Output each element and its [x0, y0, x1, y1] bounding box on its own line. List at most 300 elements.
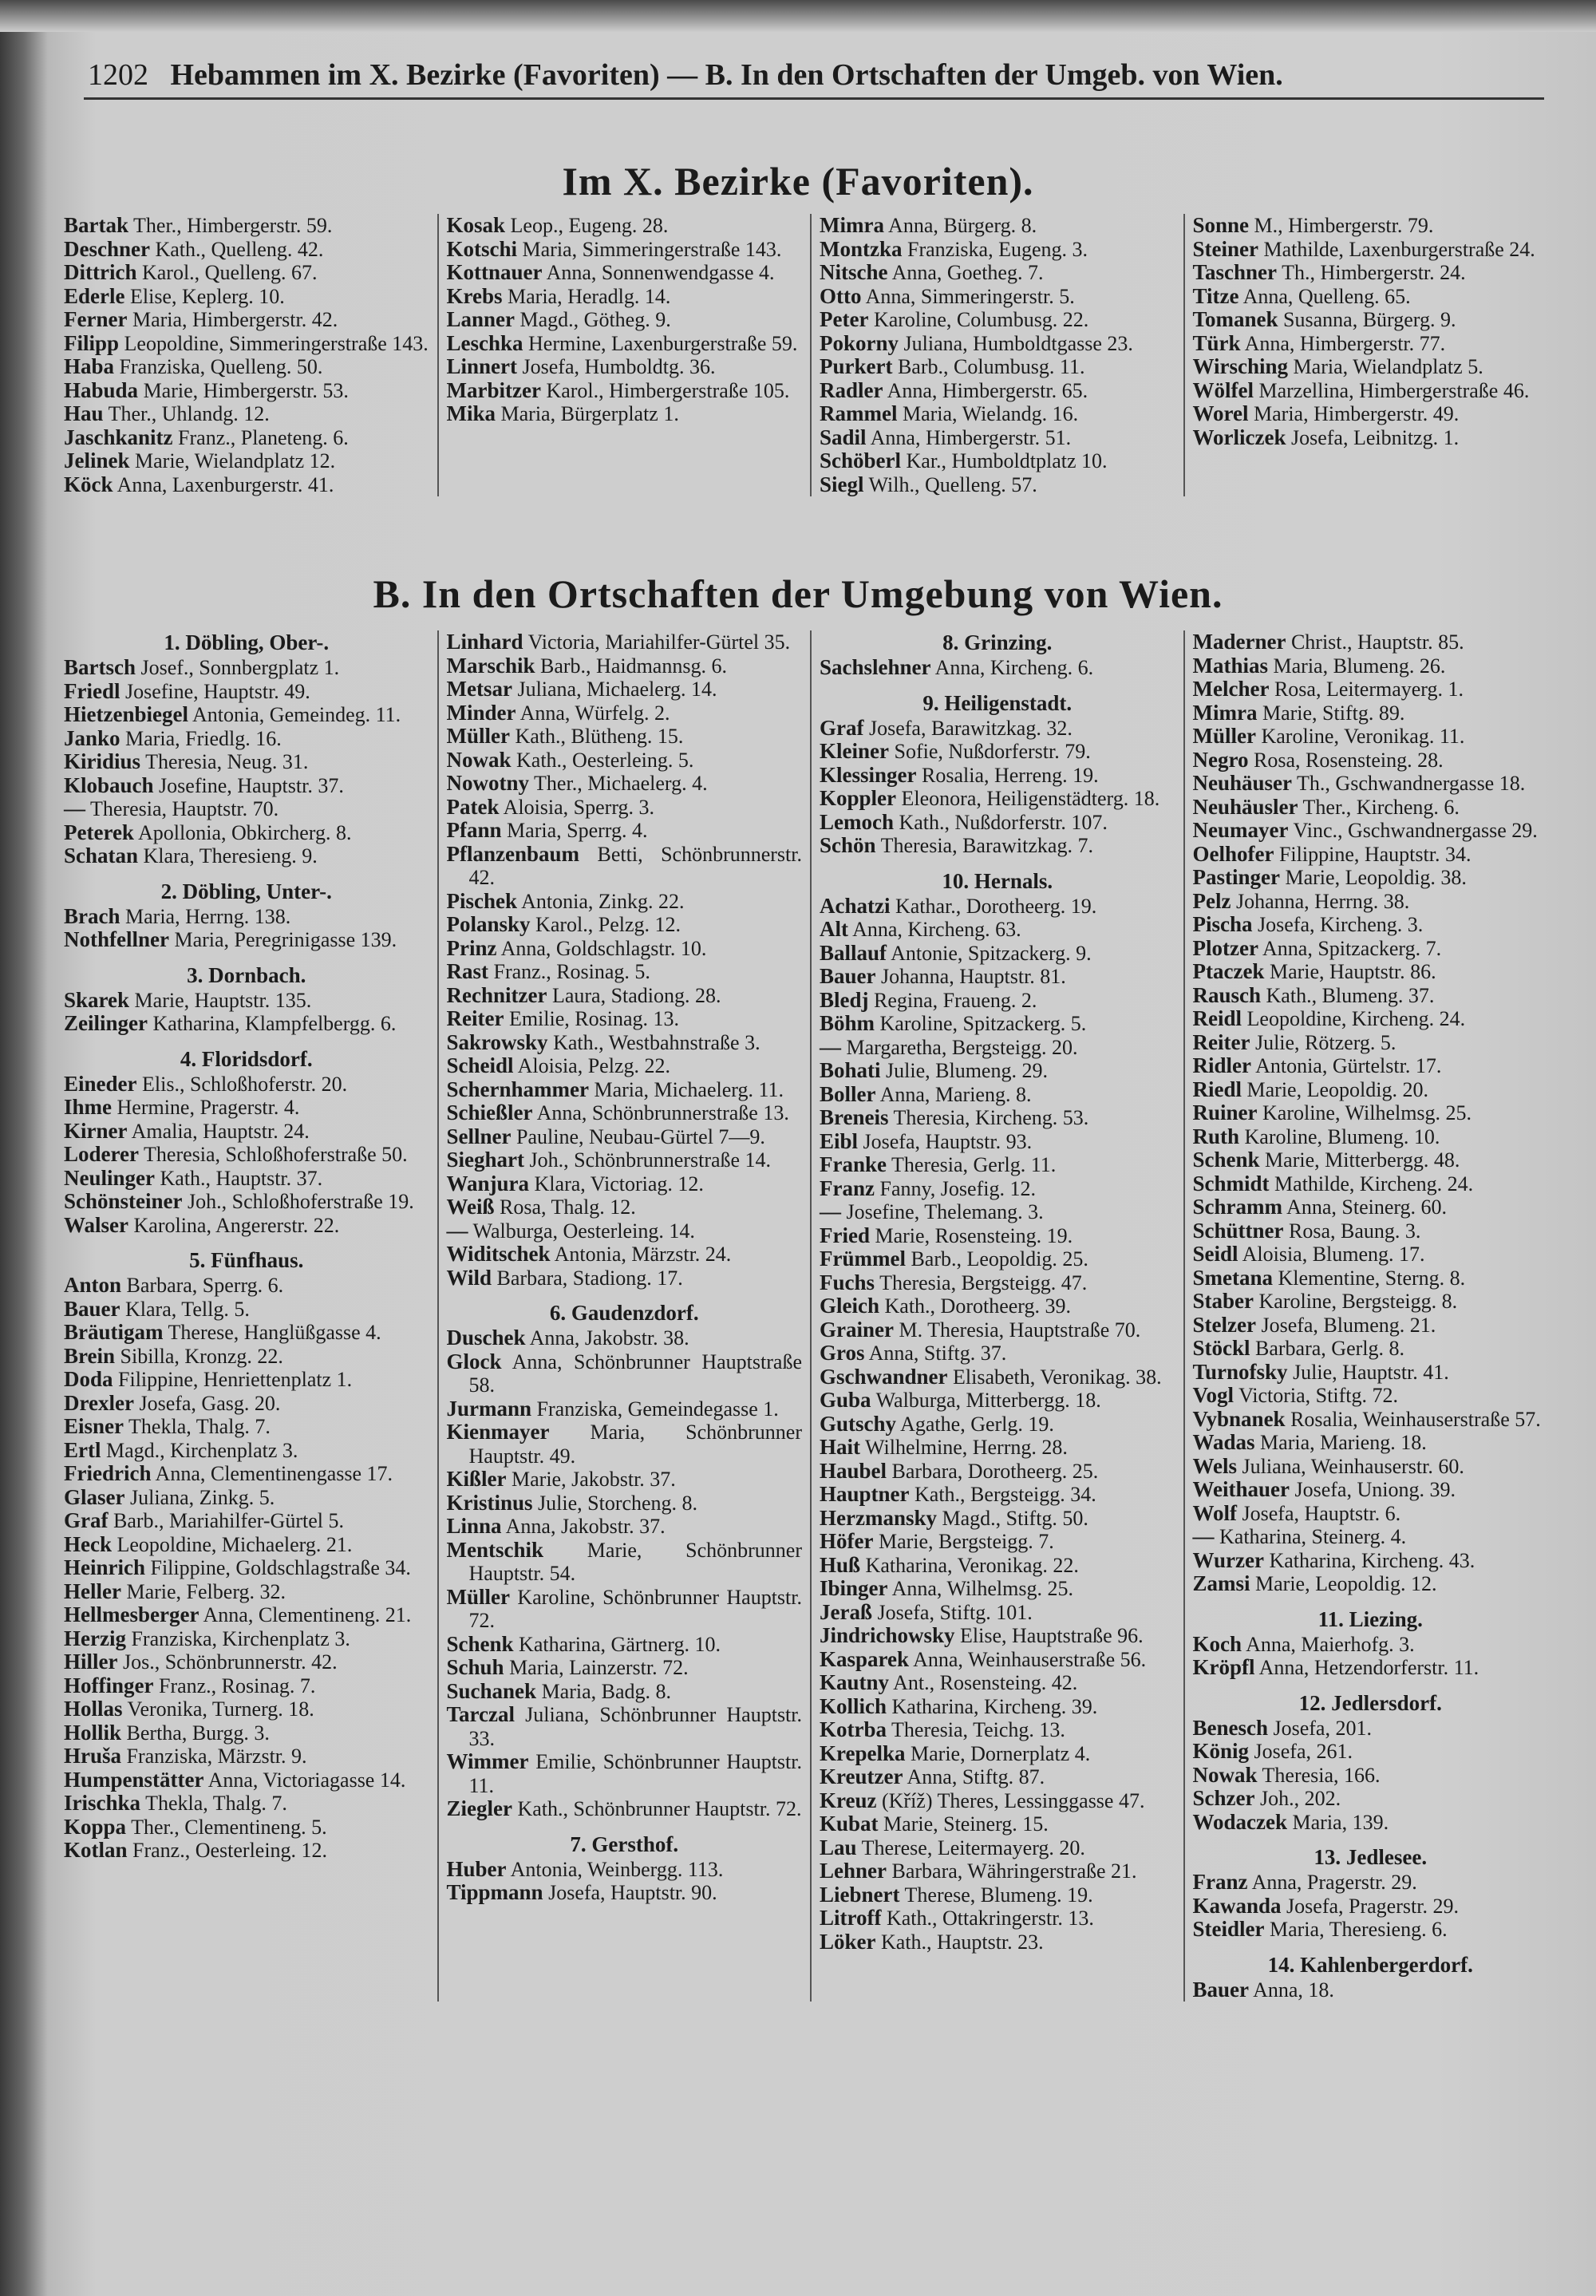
column: [1183, 630, 1557, 2002]
directory-entry: [1193, 1633, 1549, 1657]
entry-surname: Rausch: [1192, 982, 1262, 1007]
entry-details: Katharina, Klampfelbergg. 6.: [152, 1012, 397, 1035]
directory-entry: [820, 1742, 1175, 1766]
entry-details: Agathe, Gerlg. 19.: [900, 1412, 1054, 1436]
directory-entry: [64, 1650, 429, 1674]
entry-details: Th., Gschwandnergasse 18.: [1297, 772, 1526, 795]
district-heading: 5. Fünfhaus.: [189, 1248, 304, 1272]
directory-entry: [64, 1167, 429, 1191]
entry-surname: Türk: [1192, 330, 1241, 355]
entry-details: Anna, Schönbrunnerstraße 13.: [536, 1101, 789, 1124]
entry-surname: Neuhäusler: [1192, 794, 1298, 819]
entry-details: Josefa, Hauptstr. 6.: [1242, 1501, 1401, 1525]
entry-surname: Tarczal: [446, 1702, 515, 1726]
district-heading: 10. Hernals.: [942, 868, 1053, 893]
directory-entry: [820, 1294, 1175, 1318]
entry-details: Josefa, Gasg. 20.: [139, 1391, 281, 1415]
entry-surname: Wölfel: [1192, 377, 1254, 402]
directory-entry: [447, 843, 803, 890]
entry-details: Karoline, Schönbrunner Hauptstr. 72.: [468, 1585, 802, 1632]
entry-details: Ther., Uhlandg. 12.: [108, 402, 270, 425]
entry-surname: Rast: [446, 959, 488, 983]
directory-entry: [1193, 1455, 1549, 1479]
directory-entry: [447, 1680, 803, 1704]
entry-surname: Doda: [64, 1367, 113, 1391]
directory-entry: [447, 1172, 803, 1196]
entry-details: Victoria, Stiftg. 72.: [1238, 1384, 1398, 1407]
entry-surname: Hait: [820, 1435, 860, 1459]
entry-details: Marie, Leopoldig. 38.: [1285, 866, 1467, 889]
entry-surname: Linnert: [446, 354, 518, 378]
directory-entry: [447, 1586, 803, 1633]
entry-surname: Franz: [820, 1176, 875, 1200]
entry-details: Franziska, Gemeindegasse 1.: [536, 1397, 779, 1421]
entry-surname: Minder: [446, 700, 516, 725]
entry-surname: Eisner: [64, 1414, 124, 1438]
directory-entry: [1193, 772, 1549, 796]
entry-details: Josefa, Barawitzkag. 32.: [868, 716, 1073, 740]
entry-details: Anna, Jakobstr. 38.: [529, 1326, 689, 1350]
entry-surname: Kollich: [820, 1693, 887, 1718]
entry-details: Anna, Clementinengasse 17.: [155, 1462, 393, 1485]
entry-details: Josefa, Blumeng. 21.: [1261, 1313, 1436, 1337]
directory-entry: [1193, 1125, 1549, 1149]
district-heading: 7. Gersthof.: [570, 1832, 679, 1856]
entry-details: Josefa, Hauptstr. 93.: [863, 1129, 1033, 1153]
directory-entry: [1193, 1078, 1549, 1102]
directory-entry: [447, 1007, 803, 1031]
district-heading: 2. Döbling, Unter-.: [160, 879, 332, 903]
directory-entry: [64, 1073, 429, 1097]
entry-surname: Linna: [446, 1514, 502, 1538]
section-a-columns: [64, 214, 1556, 496]
entry-details: Thekla, Thalg. 7.: [128, 1415, 271, 1438]
directory-entry: [64, 905, 429, 929]
page-number: 1202: [88, 58, 148, 92]
directory-entry: [1193, 1871, 1549, 1895]
entry-details: Anna, Bürgerg. 8.: [888, 214, 1037, 237]
header-rule: [84, 97, 1544, 100]
district-heading: 8. Grinzing.: [942, 630, 1053, 654]
directory-entry: [447, 1468, 803, 1492]
directory-entry: [64, 1462, 429, 1486]
entry-surname: —: [820, 1199, 841, 1223]
entry-surname: Reiter: [1192, 1029, 1250, 1054]
entry-details: Antonie, Spitzackerg. 9.: [891, 941, 1092, 965]
entry-details: Veronika, Turnerg. 18.: [127, 1697, 314, 1721]
entry-surname: Riedl: [1192, 1077, 1242, 1101]
entry-surname: Hau: [64, 401, 104, 425]
section-b-title: B. In den Ortschaften der Umgebung von Wien.: [373, 571, 1223, 616]
directory-entry: [1193, 285, 1549, 309]
entry-details: Anna, Victoriagasse 14.: [207, 1768, 406, 1792]
directory-entry: [1193, 1384, 1549, 1408]
entry-surname: Haubel: [820, 1458, 887, 1483]
directory-entry: [447, 1858, 803, 1882]
directory-entry: [64, 703, 429, 727]
entry-details: Anna, Sonnenwendgasse 4.: [546, 261, 775, 284]
entry-details: Josefa, Kircheng. 3.: [1258, 913, 1424, 936]
entry-details: Mathilde, Laxenburgerstraße 24.: [1263, 237, 1535, 261]
entry-details: Maria, Wielandplatz 5.: [1293, 355, 1483, 378]
column: [64, 214, 437, 496]
directory-entry: [1193, 332, 1549, 356]
directory-entry: [64, 1096, 429, 1120]
entry-surname: Fuchs: [820, 1270, 875, 1294]
directory-entry: [64, 332, 429, 356]
entry-surname: Huß: [820, 1552, 861, 1577]
directory-entry: [1193, 1717, 1549, 1741]
directory-entry: [820, 1812, 1175, 1836]
entry-details: Maria, Simmeringerstraße 143.: [522, 237, 782, 261]
directory-entry: [1193, 1290, 1549, 1314]
entry-details: Anna, Steinerg. 60.: [1286, 1195, 1448, 1219]
directory-entry: [447, 261, 803, 285]
directory-entry: [820, 740, 1175, 764]
entry-details: Marie, Leopoldig. 12.: [1255, 1572, 1437, 1595]
directory-entry: [1193, 1172, 1549, 1196]
district-heading: 4. Floridsdorf.: [180, 1046, 313, 1071]
entry-details: Rosalia, Herreng. 19.: [922, 763, 1099, 787]
directory-entry: [1193, 701, 1549, 725]
entry-details: Laura, Stadiong. 28.: [551, 983, 721, 1007]
entry-details: Johanna, Hauptstr. 81.: [881, 965, 1066, 988]
directory-entry: [447, 214, 803, 238]
entry-details: Anna, Himbergerstr. 77.: [1244, 331, 1446, 355]
entry-surname: Pfann: [446, 818, 502, 842]
entry-details: Karoline, Bergsteigg. 8.: [1258, 1290, 1458, 1313]
entry-surname: Gutschy: [820, 1411, 897, 1436]
directory-entry: [1193, 937, 1549, 961]
entry-surname: Boller: [820, 1081, 876, 1106]
entry-details: Kath., Blumeng. 37.: [1266, 983, 1435, 1007]
directory-entry: [820, 918, 1175, 942]
entry-surname: Deschner: [64, 236, 150, 261]
directory-entry: [64, 1120, 429, 1144]
entry-details: Marie, Felberg. 32.: [126, 1579, 286, 1603]
directory-entry: [820, 834, 1175, 858]
entry-details: Marie, Wielandplatz 12.: [135, 449, 336, 472]
directory-entry: [820, 449, 1175, 473]
entry-surname: Mimra: [1192, 700, 1258, 725]
entry-details: Elise, Hauptstraße 96.: [960, 1624, 1144, 1647]
entry-surname: Ertl: [64, 1437, 101, 1462]
directory-entry: [64, 727, 429, 751]
entry-details: Antonia, Märzstr. 24.: [554, 1243, 732, 1266]
entry-details: Ther., Himbergerstr. 59.: [133, 214, 333, 237]
entry-details: Leopoldine, Simmeringerstraße 143.: [124, 331, 429, 355]
directory-entry: [447, 402, 803, 426]
entry-surname: Graf: [64, 1508, 109, 1532]
directory-entry: [1193, 214, 1549, 238]
directory-entry: [820, 1859, 1175, 1883]
entry-details: Anna, Stiftg. 87.: [907, 1765, 1045, 1788]
entry-details: M., Himbergerstr. 79.: [1254, 214, 1434, 237]
entry-surname: Turnofsky: [1192, 1359, 1288, 1384]
directory-entry: [1193, 308, 1549, 332]
entry-surname: Jindrichowsky: [820, 1623, 955, 1647]
entry-surname: Löker: [820, 1929, 876, 1954]
entry-details: Theresia, Kircheng. 53.: [893, 1106, 1089, 1129]
directory-entry: [447, 890, 803, 914]
district-heading: 11. Liezing.: [1317, 1606, 1423, 1631]
entry-surname: Jaschkanitz: [64, 425, 173, 449]
entry-surname: Oelhofer: [1192, 841, 1274, 866]
entry-surname: Mimra: [820, 213, 884, 237]
entry-details: Theresia, Gerlg. 11.: [891, 1153, 1057, 1176]
directory-entry: [64, 1368, 429, 1392]
entry-details: Maria, Heradlg. 14.: [508, 284, 671, 308]
entry-surname: Huber: [446, 1856, 507, 1881]
entry-details: Juliana, Michaelerg. 14.: [517, 678, 717, 701]
entry-details: Maria, Himbergerstr. 42.: [132, 308, 338, 331]
entry-details: Klara, Tellg. 5.: [125, 1297, 250, 1321]
directory-entry: [820, 214, 1175, 238]
entry-surname: Kienmayer: [446, 1420, 550, 1444]
entry-surname: Hietzenbiegel: [64, 702, 188, 726]
entry-details: Karoline, Columbusg. 22.: [873, 308, 1089, 331]
entry-details: Josefa, Stiftg. 101.: [877, 1600, 1033, 1624]
entry-surname: Schenk: [446, 1631, 514, 1656]
entry-details: Anna, Stiftg. 37.: [868, 1342, 1007, 1365]
entry-surname: Filipp: [64, 330, 120, 355]
entry-surname: Purkert: [820, 354, 893, 378]
entry-details: Anna, Weinhauserstraße 56.: [913, 1647, 1147, 1671]
directory-entry: [1193, 1787, 1549, 1811]
entry-details: Johanna, Herrng. 38.: [1235, 889, 1410, 913]
entry-surname: Franke: [820, 1152, 887, 1176]
directory-entry: [64, 379, 429, 403]
directory-entry: [64, 750, 429, 774]
entry-details: Maria, Michaelerg. 11.: [594, 1077, 784, 1101]
directory-entry: [447, 1219, 803, 1243]
directory-entry: [1193, 261, 1549, 285]
entry-details: Marie, Bergsteigg. 7.: [878, 1530, 1054, 1553]
district-heading: 6. Gaudenzdorf.: [549, 1301, 699, 1325]
entry-surname: Hruša: [64, 1744, 122, 1768]
directory-entry: [447, 1539, 803, 1586]
directory-entry: [447, 701, 803, 725]
entry-surname: Haba: [64, 354, 115, 378]
entry-details: Anna, Goetheg. 7.: [891, 261, 1044, 284]
directory-entry: [820, 1907, 1175, 1930]
directory-entry: [1193, 355, 1549, 379]
directory-entry: [447, 1881, 803, 1905]
directory-entry: [64, 1580, 429, 1604]
entry-details: Franz., Rosinag. 5.: [493, 960, 650, 983]
entry-surname: Heinrich: [64, 1555, 145, 1579]
entry-surname: Titze: [1192, 283, 1239, 308]
directory-entry: [820, 1695, 1175, 1719]
entry-surname: Müller: [446, 724, 510, 748]
entry-details: Joh., 202.: [1259, 1787, 1341, 1810]
directory-entry: [64, 1674, 429, 1698]
directory-entry: [820, 1342, 1175, 1365]
entry-surname: Staber: [1192, 1289, 1254, 1313]
entry-surname: Köck: [64, 472, 113, 496]
entry-surname: Polansky: [446, 912, 531, 936]
directory-entry: [64, 844, 429, 868]
entry-details: Walburga, Oesterleing. 14.: [472, 1219, 695, 1243]
entry-details: Sofie, Nußdorferstr. 79.: [894, 740, 1091, 763]
entry-surname: Franz: [1192, 1870, 1248, 1894]
entry-details: Maria, Herrng. 138.: [125, 904, 291, 928]
entry-surname: Nowak: [446, 747, 512, 772]
entry-surname: Liebnert: [820, 1882, 900, 1907]
entry-details: Karoline, Wilhelmsg. 25.: [1262, 1101, 1472, 1124]
entry-surname: Herzmansky: [820, 1505, 937, 1530]
entry-details: Katharina, Kircheng. 43.: [1269, 1548, 1476, 1572]
entry-details: Joh., Schönbrunnerstraße 14.: [529, 1148, 772, 1172]
entry-surname: Schramm: [1192, 1195, 1282, 1219]
entry-details: Eleonora, Heiligenstädterg. 18.: [901, 787, 1160, 810]
entry-surname: Suchanek: [446, 1678, 537, 1703]
directory-entry: [1193, 1656, 1549, 1680]
entry-surname: Ptaczek: [1192, 959, 1265, 983]
entry-details: Maria, Himbergerstr. 49.: [1254, 402, 1460, 425]
entry-details: Wilh., Quelleng. 57.: [868, 472, 1037, 496]
entry-details: Katharina, Gärtnerg. 10.: [519, 1632, 721, 1656]
directory-entry: [820, 1554, 1175, 1578]
entry-surname: Kreuz: [820, 1788, 877, 1812]
running-title: Hebammen im X. Bezirke (Favoriten) — B. In den Ortschaften der Umgeb. von Wien.: [170, 58, 1283, 92]
directory-entry: [447, 630, 803, 654]
entry-details: Vinc., Gschwandnergasse 29.: [1293, 819, 1538, 842]
entry-details: Maria, Sperrg. 4.: [507, 819, 648, 842]
directory-entry: [64, 1143, 429, 1167]
entry-surname: Frümmel: [820, 1247, 906, 1271]
directory-entry: [820, 426, 1175, 450]
entry-details: Anna, Laxenburgerstr. 41.: [117, 472, 334, 496]
directory-entry: [820, 332, 1175, 356]
entry-details: Theresia, Teichg. 13.: [891, 1718, 1065, 1741]
entry-surname: Melcher: [1192, 677, 1270, 701]
entry-surname: Fried: [820, 1223, 870, 1247]
directory-entry: [820, 1483, 1175, 1507]
directory-entry: [820, 473, 1175, 497]
entry-surname: Bartak: [64, 213, 128, 237]
entry-details: Josefine, Hauptstr. 37.: [159, 773, 344, 797]
directory-entry: [64, 1392, 429, 1416]
entry-surname: Sachslehner: [820, 655, 931, 679]
entry-details: Mathilde, Kircheng. 24.: [1274, 1172, 1474, 1195]
entry-details: Barbara, Währingerstraße 21.: [891, 1859, 1137, 1883]
section-a-title: Im X. Bezirke (Favoriten).: [562, 159, 1034, 204]
entry-details: Magd., Kirchenplatz 3.: [106, 1438, 298, 1462]
entry-details: Klara, Theresieng. 9.: [143, 844, 318, 867]
entry-details: Filippine, Henriettenplatz 1.: [118, 1368, 353, 1391]
directory-entry: [64, 989, 429, 1013]
entry-details: Anna, Himbergerstr. 65.: [887, 378, 1088, 402]
entry-surname: Ridler: [1192, 1053, 1251, 1077]
entry-details: Josefine, Hauptstr. 49.: [124, 679, 310, 703]
entry-details: Maria, Blumeng. 26.: [1273, 654, 1446, 678]
entry-details: Anna, Maierhofg. 3.: [1246, 1632, 1415, 1656]
entry-details: Franz., Rosinag. 7.: [158, 1674, 316, 1697]
entry-surname: Nothfellner: [64, 927, 169, 951]
entry-surname: Hoffinger: [64, 1673, 154, 1697]
entry-surname: Kiridius: [64, 749, 141, 773]
entry-details: Julie, Hauptstr. 41.: [1293, 1360, 1449, 1384]
entry-surname: Vybnanek: [1192, 1406, 1286, 1431]
entry-surname: Kotschi: [446, 236, 518, 261]
entry-details: Marie, Hauptstr. 86.: [1269, 960, 1436, 983]
entry-details: Walburga, Mitterbergg. 18.: [875, 1389, 1101, 1412]
entry-surname: Ibinger: [820, 1576, 888, 1600]
directory-entry: [1193, 1267, 1549, 1290]
directory-entry: [1193, 1148, 1549, 1172]
directory-entry: [1193, 1408, 1549, 1432]
entry-details: Maria, Lainzerstr. 72.: [509, 1656, 689, 1679]
directory-entry: [64, 1439, 429, 1463]
directory-entry: [64, 261, 429, 285]
column: [810, 630, 1183, 2002]
entry-details: Emilie, Rosinag. 13.: [508, 1007, 679, 1030]
entry-surname: Pflanzenbaum: [446, 841, 580, 866]
directory-entry: [64, 1721, 429, 1745]
directory-entry: [64, 426, 429, 450]
directory-entry: [64, 1298, 429, 1322]
entry-details: Ther., Michaelerg. 4.: [534, 772, 708, 795]
entry-details: Emilie, Schönbrunner Hauptstr. 11.: [468, 1750, 802, 1797]
entry-surname: Brein: [64, 1343, 116, 1368]
entry-surname: Neulinger: [64, 1165, 155, 1190]
directory-entry: [1193, 1811, 1549, 1835]
entry-surname: Dittrich: [64, 260, 137, 284]
directory-entry: [447, 1195, 803, 1219]
entry-details: Theresia, Barawitzkag. 7.: [880, 834, 1093, 857]
entry-details: Apollonia, Obkircherg. 8.: [138, 820, 352, 844]
entry-surname: Guba: [820, 1388, 871, 1412]
entry-surname: Koppler: [820, 786, 897, 810]
directory-entry: [1193, 890, 1549, 914]
entry-surname: Ballauf: [820, 940, 887, 965]
entry-surname: Kottnauer: [446, 260, 543, 284]
directory-entry: [820, 1365, 1175, 1389]
directory-entry: [64, 1816, 429, 1840]
entry-details: Franz., Oesterleing. 12.: [132, 1839, 328, 1862]
directory-entry: [64, 928, 429, 952]
entry-details: Joh., Schloßhoferstraße 19.: [188, 1190, 414, 1213]
entry-surname: Steiner: [1192, 236, 1258, 261]
directory-entry: [64, 1415, 429, 1439]
entry-surname: Heller: [64, 1579, 121, 1603]
district-heading: 9. Heiligenstadt.: [922, 690, 1073, 715]
directory-entry: [820, 1577, 1175, 1601]
entry-surname: Pischek: [446, 888, 518, 913]
entry-details: Maria, Badg. 8.: [541, 1679, 672, 1703]
entry-surname: Ruth: [1192, 1124, 1240, 1148]
entry-details: Marie, Mitterbergg. 48.: [1265, 1148, 1460, 1172]
directory-entry: [1193, 1219, 1549, 1243]
directory-entry: [820, 1106, 1175, 1130]
entry-details: Anna, Himbergerstr. 51.: [870, 425, 1072, 449]
directory-entry: [820, 942, 1175, 966]
entry-details: Karoline, Veronikag. 11.: [1261, 725, 1465, 748]
entry-surname: Hellmesberger: [64, 1602, 200, 1626]
entry-details: Aloisia, Sperrg. 3.: [503, 795, 655, 819]
entry-surname: Ziegler: [446, 1796, 512, 1820]
entry-surname: Hiller: [64, 1650, 118, 1674]
entry-surname: Humpenstätter: [64, 1767, 204, 1792]
entry-details: Josefa, Pragerstr. 29.: [1286, 1894, 1459, 1918]
entry-surname: Irischka: [64, 1791, 141, 1815]
entry-details: Aloisia, Blumeng. 17.: [1242, 1243, 1425, 1266]
district-heading: 1. Döbling, Ober-.: [164, 630, 330, 654]
entry-details: Theresia, 166.: [1262, 1763, 1381, 1787]
entry-surname: Gros: [820, 1341, 865, 1365]
entry-surname: Mika: [446, 401, 496, 425]
